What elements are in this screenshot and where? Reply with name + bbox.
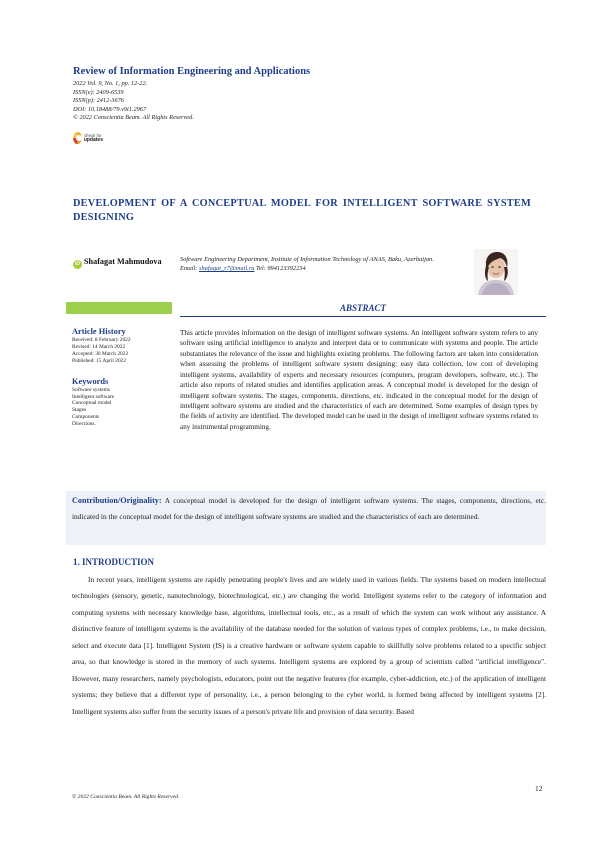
copyright-line: © 2022 Conscientia Beam. All Rights Reserved. <box>73 114 194 122</box>
revised-date: Revised: 14 March 2022 <box>72 343 126 350</box>
keyword: Components <box>72 414 100 421</box>
affiliation-text: Software Engineering Department, Institute of Information Technology of ANAS, Baku, Azerbaijan. <box>180 256 434 263</box>
abstract-heading: ABSTRACT <box>339 303 386 313</box>
crossmark-icon <box>73 132 82 144</box>
email-link[interactable]: shafagat_r7@mail.ru <box>199 265 255 273</box>
article-title: DEVELOPMENT OF A CONCEPTUAL MODEL FOR INTELLIGENT SOFTWARE SYSTEM DESIGNING <box>73 198 531 223</box>
abstract-divider <box>180 316 546 317</box>
telephone: Tel: 994123392234 <box>254 265 306 273</box>
published-date: Published: 15 April 2022 <box>72 357 127 364</box>
contact-line <box>180 264 470 273</box>
keywords-heading: Keywords <box>72 376 109 386</box>
check-for-updates-badge[interactable] <box>73 131 103 145</box>
contribution-body: A conceptual model is developed for the design of intelligent software systems. The stages, components, directions, etc. indicated in the conceptual model for the design of intelligent software systems are studied and the characteristics of each are determined. <box>72 496 546 522</box>
email-label: Email: <box>180 265 199 273</box>
crossmark-label <box>84 133 103 143</box>
journal-title[interactable]: Review of Information Engineering and Applications <box>73 66 311 77</box>
affiliation <box>180 255 470 274</box>
contribution-text <box>72 493 546 525</box>
keyword: Stages <box>72 407 87 414</box>
author-name: Shafagat Mahmudova <box>84 257 162 266</box>
keyword: Intelligent software <box>72 393 115 400</box>
issn-e: ISSN(e): 2409-6539 <box>73 88 124 96</box>
page-number: 12 <box>535 784 543 793</box>
received-date: Received: 8 February 2022 <box>72 337 131 343</box>
article-sidebar <box>72 327 172 428</box>
crossmark-line2: updates <box>83 137 103 143</box>
introduction-body: In recent years, intelligent systems are rapidly penetrating people's lives and are widely used in various fields. The systems based on modern intellectual technologies (sensory, genetic, nanotechnology, biotechnological, etc.) are changing the world. Intelligent systems refer to the category of information and computing systems with necessary knowledge base, algorithms, intellectual tools, etc., as a result of which the system can work without any assistance. A distinctive feature of intelligent systems is the availability of the database needed for the solution of various types of complex problems, i.e., to make decision, select and execute data [1]. Intelligent System (IS) is a creative hardware or software system capable to skillfully solve problems related to a specific subject area, so that knowledge is stored in the memory of such systems. Intelligent systems are explored by a group of scientists called "artificial intelligence". However, many researchers, namely psychologists, educators, point out the negative features (for example, cyber-addiction, etc.) of the application of intelligent systems; they believe that a different type of personality, i.e., a person belonging to the cyber world, is formed being affected by intelligent systems [2]. Intelligent systems also suffer from the security issues of a person's private life and provision of data security. Based <box>72 575 546 716</box>
keyword: Directions. <box>72 421 96 428</box>
journal-header <box>73 66 533 123</box>
contribution-label: Contribution/Originality: <box>72 496 162 505</box>
introduction-heading: 1. INTRODUCTION <box>73 557 155 567</box>
doi[interactable]: DOI: 10.18488/79.v9i1.2967 <box>73 105 147 113</box>
volume-info: 2022 Vol. 9, No. 1, pp. 12-22. <box>73 80 148 87</box>
issn-p: ISSN(p): 2412-3676 <box>73 97 124 105</box>
abstract-body: This article provides information on the design of intelligent software systems. An intelligent software system refers to any software using artificial intelligence to analyze and interpret data or to communicate with systems and people. The article substantiates the relevance of the issue and highlights existing problems. The following factors are taken into consideration when assessing the problems of intelligent software system designing: easy data collection, low cost of developing intelligent systems, availability of experts and necessary resources (computers, program developers, software, etc.). The article also reports of related studies and identifies application areas. A conceptual model is developed for the design of intelligent software systems. The stages, components, directions, etc. indicated in the conceptual model for the design of intelligent software systems are studied and the characteristics of each are determined. Some examples of design types by the fields of activity are identified. The developed model can be used in the design of intelligent software systems related to any instrumental programming. <box>180 329 538 431</box>
keyword: Software systems <box>72 386 110 393</box>
crossmark-line1: check for <box>83 133 102 138</box>
author-block <box>73 256 163 269</box>
keyword: Conceptual model <box>72 400 112 407</box>
accepted-date: Accepted: 30 March 2022 <box>72 350 129 357</box>
orcid-icon[interactable]: iD <box>75 261 80 267</box>
author-photo <box>474 249 518 295</box>
history-heading: Article History <box>72 327 126 336</box>
footer-copyright: © 2022 Conscientia Beam. All Rights Reserved. <box>72 794 180 800</box>
green-accent-bar <box>66 302 172 314</box>
